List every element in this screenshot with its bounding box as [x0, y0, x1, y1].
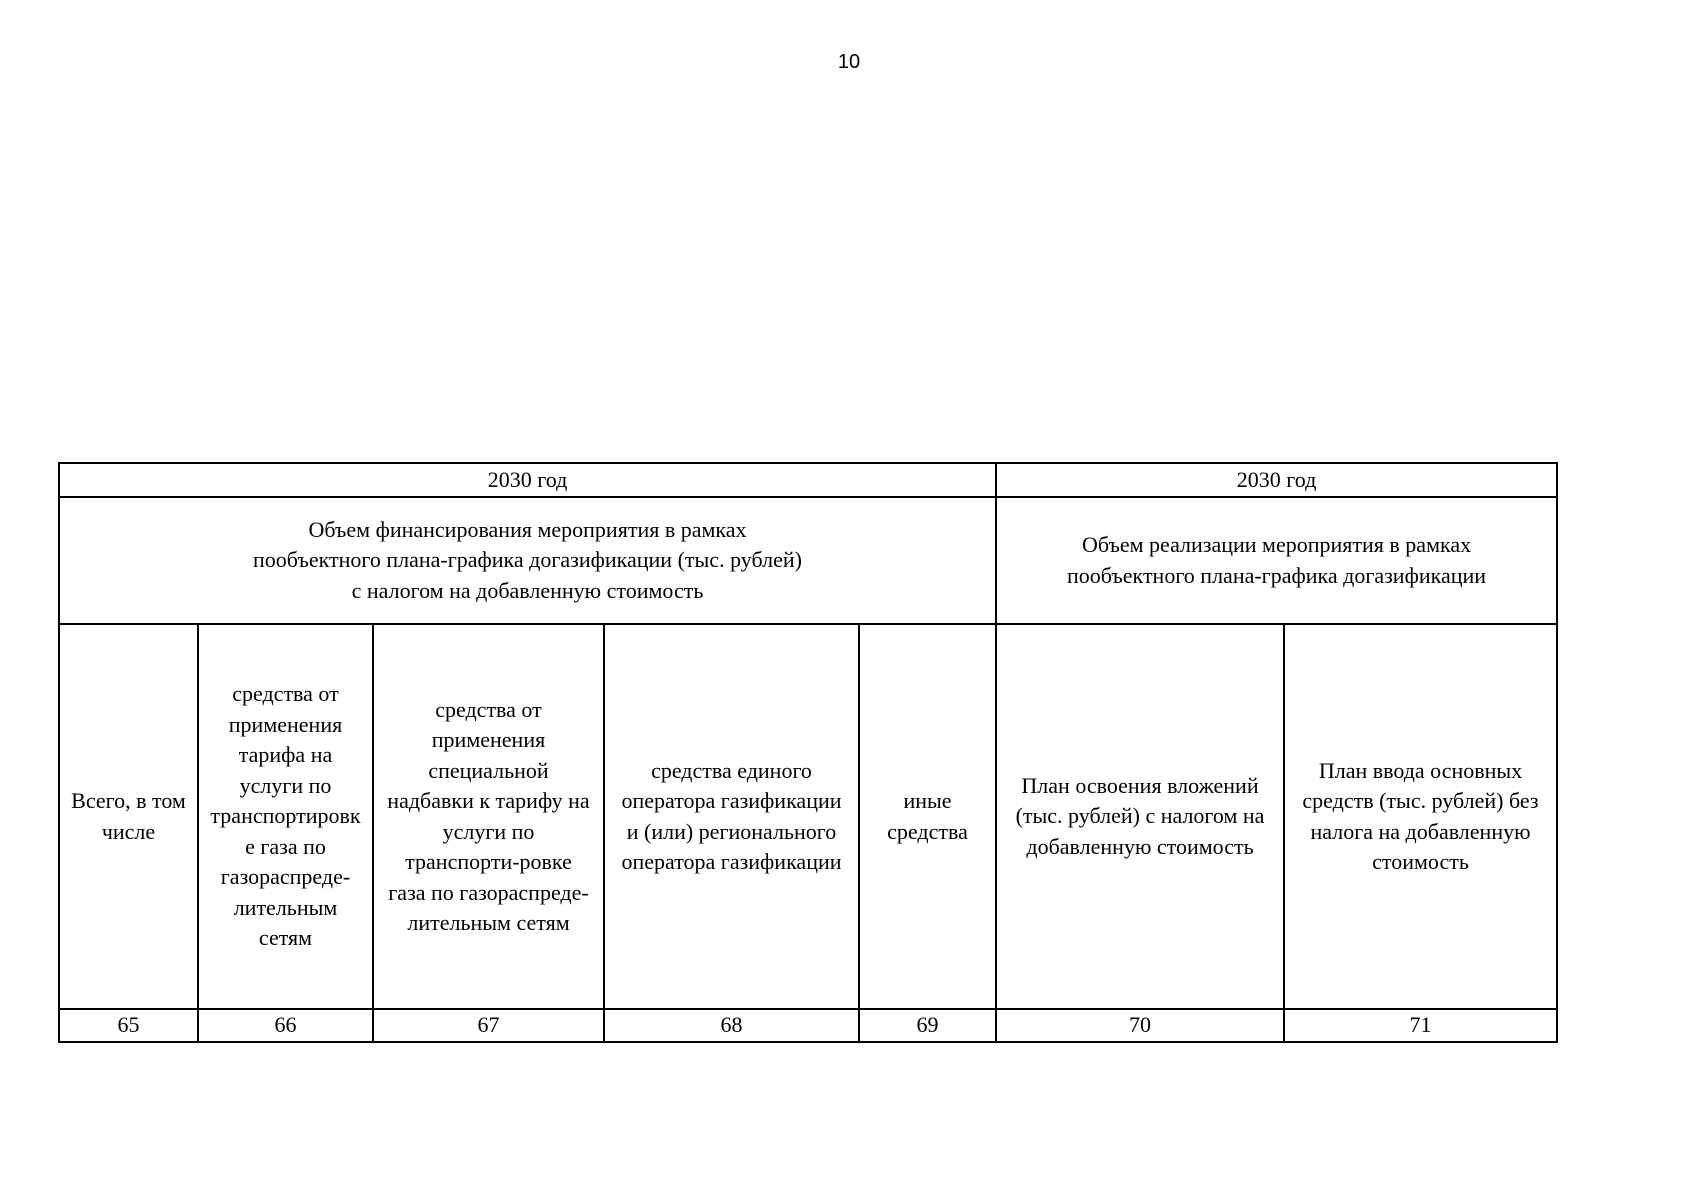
group-header-row: [59, 497, 1557, 624]
column-number: 66: [198, 1009, 373, 1042]
column-header-row: [59, 624, 1557, 1009]
page-number: 10: [837, 51, 861, 73]
year-header-row: [59, 463, 1557, 497]
column-number: 65: [59, 1009, 198, 1042]
column-header-investment-plan: План освоения вложений (тыс. рублей) с налогом на добавленную стоимость: [996, 624, 1284, 1009]
column-number: 67: [373, 1009, 604, 1042]
year-header-left: 2030 год: [59, 463, 996, 497]
column-header-tariff-funds: средства от применения тарифа на услуги по транспортировк е газа по газораспреде- лительным сетям: [198, 624, 373, 1009]
column-header-total: Всего, в том числе: [59, 624, 198, 1009]
financing-group-header: Объем финансирования мероприятия в рамках пообъектного плана-графика догазификации (тыс. рублей) с налогом на добавленную стоимость: [59, 497, 996, 624]
column-header-special-surcharge-funds: средства от применения специальной надбавки к тарифу на услуги по транспорти-ровке газа по газораспреде- лительным сетям: [373, 624, 604, 1009]
column-number: 69: [859, 1009, 996, 1042]
column-header-fixed-assets-plan: План ввода основных средств (тыс. рублей) без налога на добавленную стоимость: [1284, 624, 1557, 1009]
column-header-operator-funds: средства единого оператора газификации и (или) регионального оператора газификации: [604, 624, 859, 1009]
year-header-right: 2030 год: [996, 463, 1557, 497]
financing-table: [58, 462, 1558, 1043]
column-number-row: [59, 1009, 1557, 1042]
column-number: 70: [996, 1009, 1284, 1042]
column-number: 68: [604, 1009, 859, 1042]
realization-group-header: Объем реализации мероприятия в рамках пообъектного плана-графика догазификации: [996, 497, 1557, 624]
column-header-other-funds: иные средства: [859, 624, 996, 1009]
column-number: 71: [1284, 1009, 1557, 1042]
